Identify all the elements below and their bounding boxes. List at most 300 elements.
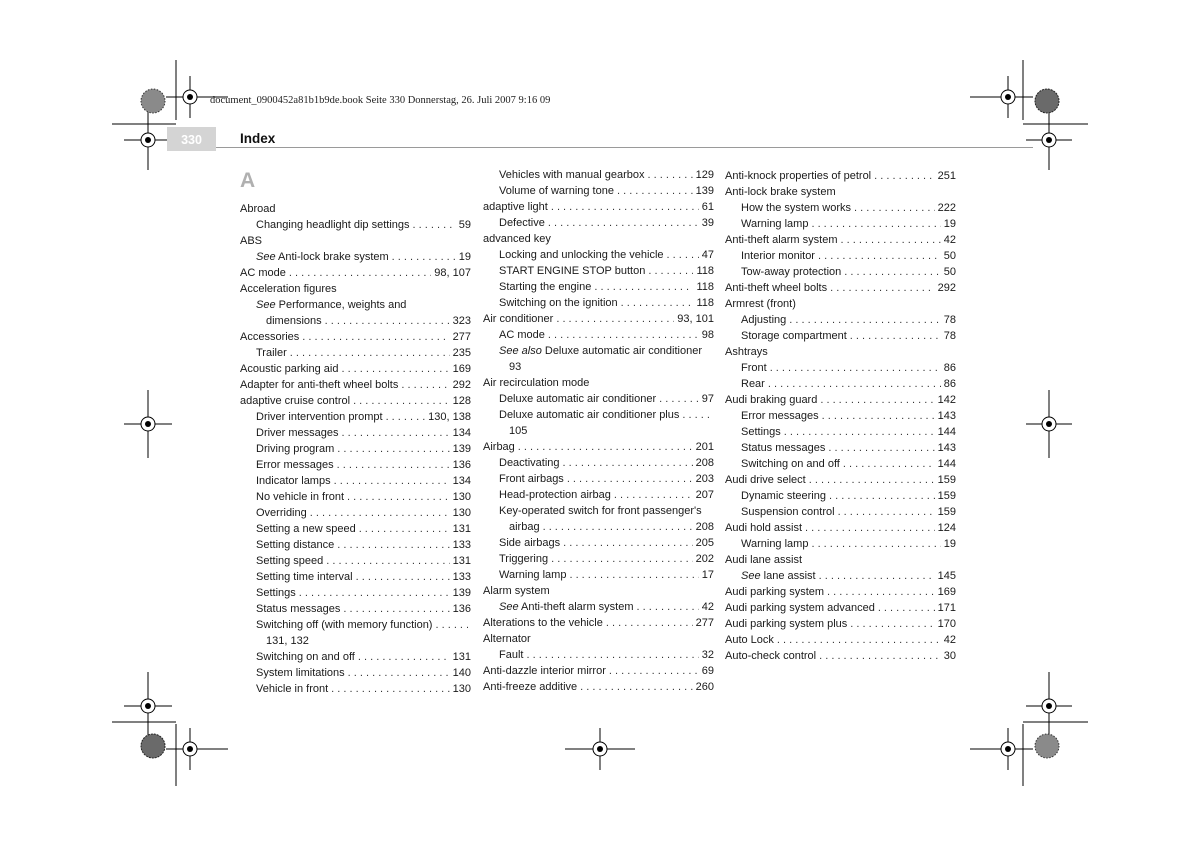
leader-dots	[822, 409, 935, 424]
page-reference: 93, 101	[677, 313, 714, 325]
page-reference: 19	[943, 218, 956, 230]
leader-dots	[811, 217, 940, 232]
index-entry	[240, 282, 471, 297]
entry-term: Changing headlight dip settings	[256, 219, 410, 231]
index-entry	[725, 473, 956, 488]
leader-dots	[850, 617, 934, 632]
page-reference: 130	[452, 491, 471, 503]
leader-dots	[854, 201, 935, 216]
leader-dots	[563, 456, 693, 471]
entry-term: Anti-lock brake system	[275, 251, 389, 263]
entry-term: advanced key	[483, 233, 551, 245]
index-entry	[725, 185, 956, 200]
index-subentry	[240, 426, 471, 441]
page-reference: 130, 138	[428, 411, 471, 423]
entry-term: Adjusting	[741, 314, 787, 326]
page-reference: 131	[452, 555, 471, 567]
leader-dots	[878, 601, 935, 616]
page-reference: 86	[943, 362, 956, 374]
entry-term: Warning lamp	[741, 538, 809, 550]
index-subentry	[725, 489, 956, 504]
index-subentry	[240, 506, 471, 521]
entry-term: Alterations to the vehicle	[483, 617, 603, 629]
entry-continuation: 105	[509, 425, 528, 437]
index-entry	[483, 408, 714, 439]
page-reference: 50	[943, 266, 956, 278]
leader-dots	[302, 330, 449, 345]
leader-dots	[770, 361, 941, 376]
leader-dots	[844, 265, 940, 280]
index-entry	[725, 345, 956, 360]
leader-dots	[580, 680, 692, 695]
entry-term: Starting the engine	[499, 281, 592, 293]
index-subentry	[483, 472, 714, 487]
page-number-tab: 330	[167, 127, 216, 151]
entry-term: Suspension control	[741, 506, 835, 518]
entry-term: System limitations	[256, 667, 345, 679]
leader-dots	[819, 649, 941, 664]
leader-dots	[556, 312, 674, 327]
page-reference: 140	[452, 667, 471, 679]
page-reference: 129	[695, 169, 714, 181]
index-subentry	[725, 329, 956, 344]
entry-term: Accessories	[240, 331, 300, 343]
leader-dots	[567, 472, 693, 487]
leader-dots	[331, 682, 449, 697]
entry-continuation: 93	[509, 361, 522, 373]
entry-term: Anti-dazzle interior mirror	[483, 665, 606, 677]
entry-term: adaptive light	[483, 201, 548, 213]
index-entry	[725, 585, 956, 600]
leader-dots	[594, 280, 693, 295]
entry-term: Audi lane assist	[725, 554, 803, 566]
entry-term: Audi hold assist	[725, 522, 803, 534]
page-reference: 139	[452, 587, 471, 599]
index-entry	[725, 553, 956, 568]
page-reference: 30	[943, 650, 956, 662]
index-entry	[240, 362, 471, 377]
page-reference: 98	[701, 329, 714, 341]
entry-term: Driver intervention prompt	[256, 411, 383, 423]
index-subentry	[725, 505, 956, 520]
page-reference: 169	[937, 586, 956, 598]
index-subentry	[240, 474, 471, 489]
leader-dots	[609, 664, 699, 679]
page-reference: 323	[452, 315, 471, 327]
entry-term: Defective	[499, 217, 545, 229]
index-subentry	[725, 569, 956, 584]
entry-term: Audi parking system advanced	[725, 602, 875, 614]
entry-term: Abroad	[240, 203, 276, 215]
index-entry	[725, 233, 956, 248]
leader-dots	[326, 554, 449, 569]
entry-term: Status messages	[741, 442, 826, 454]
index-subentry	[240, 586, 471, 601]
entry-term: Anti-theft alarm system	[725, 234, 838, 246]
leader-dots	[356, 570, 450, 585]
page-reference: 144	[937, 458, 956, 470]
entry-term: Switching on the ignition	[499, 297, 618, 309]
see-reference: See	[256, 251, 276, 263]
page-reference: 136	[452, 603, 471, 615]
entry-term: Side airbags	[499, 537, 561, 549]
page-reference: 78	[943, 314, 956, 326]
leader-dots	[526, 648, 698, 663]
entry-term: Setting time interval	[256, 571, 353, 583]
page-reference: 32	[701, 649, 714, 661]
page-reference: 292	[452, 379, 471, 391]
index-entries	[240, 202, 471, 697]
page-reference: 169	[452, 363, 471, 375]
entry-term: Storage compartment	[741, 330, 847, 342]
index-subentry	[240, 218, 471, 233]
leader-dots	[353, 394, 450, 409]
index-entry	[725, 617, 956, 632]
index-subentry	[725, 377, 956, 392]
index-entry	[483, 200, 714, 215]
entry-term: Error messages	[741, 410, 819, 422]
leader-dots	[811, 537, 940, 552]
page-reference: 118	[696, 281, 714, 293]
leader-dots	[548, 328, 699, 343]
entry-term: Trailer	[256, 347, 287, 359]
index-entry	[725, 649, 956, 664]
leader-dots	[827, 585, 935, 600]
entry-term: Fault	[499, 649, 524, 661]
index-subentry	[240, 650, 471, 665]
index-column-3	[725, 168, 956, 665]
index-subentry	[725, 249, 956, 264]
entry-term: Warning lamp	[741, 218, 809, 230]
page-reference: 47	[701, 249, 714, 261]
entry-term: Switching on and off	[256, 651, 355, 663]
index-entry	[240, 394, 471, 409]
leader-dots	[843, 457, 935, 472]
index-column-1	[240, 168, 471, 698]
entry-term: Overriding	[256, 507, 307, 519]
page-reference: 208	[695, 457, 714, 469]
entry-term: Error messages	[256, 459, 334, 471]
index-entry	[240, 202, 471, 217]
entry-term: Audi braking guard	[725, 394, 818, 406]
entry-term: Dynamic steering	[741, 490, 826, 502]
index-entry	[483, 440, 714, 455]
index-subentry	[483, 248, 714, 263]
entry-term: No vehicle in front	[256, 491, 345, 503]
entry-term: Setting distance	[256, 539, 335, 551]
entry-term: Deluxe automatic air conditioner	[541, 345, 703, 357]
entry-term: Ashtrays	[725, 346, 768, 358]
index-subentry	[483, 184, 714, 199]
leader-dots	[682, 408, 711, 423]
index-subentry	[483, 536, 714, 551]
print-slug-line: document_0900452a81b1b9de.book Seite 330 Donnerstag, 26. Juli 2007 9:16 09	[210, 95, 551, 106]
leader-dots	[648, 168, 693, 183]
page-reference: 159	[937, 490, 956, 502]
index-entry	[483, 616, 714, 631]
index-subentry	[483, 456, 714, 471]
page-reference: 118	[696, 297, 714, 309]
index-subentry	[483, 392, 714, 407]
entry-term: How the system works	[741, 202, 852, 214]
index-entries	[483, 168, 714, 695]
entry-term: Deluxe automatic air conditioner plus	[499, 409, 680, 421]
leader-dots	[518, 440, 693, 455]
index-entry	[725, 393, 956, 408]
index-subentry	[240, 570, 471, 585]
entry-term: Rear	[741, 378, 765, 390]
page-title: Index	[240, 131, 276, 146]
entry-term: Warning lamp	[499, 569, 567, 581]
entry-term: lane assist	[760, 570, 816, 582]
see-reference: See	[499, 601, 519, 613]
index-entry	[483, 664, 714, 679]
leader-dots	[359, 522, 450, 537]
page-reference: 277	[695, 617, 714, 629]
page-reference: 78	[943, 330, 956, 342]
page-reference: 159	[937, 506, 956, 518]
leader-dots	[299, 586, 450, 601]
entry-term: Anti-knock properties of petrol	[725, 170, 872, 182]
leader-dots	[830, 281, 935, 296]
entry-continuation: airbag	[509, 521, 540, 533]
entry-term: Acoustic parking aid	[240, 363, 339, 375]
entry-term: Alternator	[483, 633, 531, 645]
index-subentry	[483, 216, 714, 231]
entry-term: Setting a new speed	[256, 523, 356, 535]
index-subentry	[725, 217, 956, 232]
entry-term: Auto-check control	[725, 650, 817, 662]
index-subentry	[483, 552, 714, 567]
page-reference: 19	[943, 538, 956, 550]
leader-dots	[289, 266, 431, 281]
page-reference: 170	[937, 618, 956, 630]
index-subentry	[240, 346, 471, 361]
index-subentry	[725, 409, 956, 424]
leader-dots	[342, 426, 450, 441]
index-subentry	[483, 280, 714, 295]
leader-dots	[392, 250, 456, 265]
entry-term: Audi drive select	[725, 474, 806, 486]
entry-term: Status messages	[256, 603, 341, 615]
index-subentry	[483, 488, 714, 503]
page-reference: 277	[452, 331, 471, 343]
entry-term: Vehicle in front	[256, 683, 329, 695]
leader-dots	[809, 473, 935, 488]
index-subentry	[240, 410, 471, 425]
leader-dots	[551, 552, 693, 567]
leader-dots	[548, 216, 699, 231]
leader-dots	[401, 378, 449, 393]
page-reference: 136	[452, 459, 471, 471]
entry-term: Settings	[741, 426, 781, 438]
index-entry	[725, 601, 956, 616]
page-reference: 69	[701, 665, 714, 677]
entry-term: Driver messages	[256, 427, 339, 439]
leader-dots	[818, 249, 941, 264]
entry-term: Anti-theft wheel bolts	[725, 282, 828, 294]
leader-dots	[563, 536, 692, 551]
entry-term: Switching on and off	[741, 458, 840, 470]
entry-term: Audi parking system	[725, 586, 825, 598]
page-reference: 118	[696, 265, 714, 277]
leader-dots	[606, 616, 693, 631]
leader-dots	[569, 568, 698, 583]
page-reference: 42	[943, 634, 956, 646]
index-subentry	[240, 602, 471, 617]
leader-dots	[386, 410, 426, 425]
leader-dots	[659, 392, 699, 407]
page-reference: 251	[937, 170, 956, 182]
index-subentry	[240, 250, 471, 265]
index-subentry	[725, 265, 956, 280]
entry-term: Audi parking system plus	[725, 618, 848, 630]
index-entry	[483, 680, 714, 695]
leader-dots	[829, 489, 935, 504]
entry-term: AC mode	[240, 267, 286, 279]
entry-term: Performance, weights and	[275, 299, 407, 311]
leader-dots	[777, 633, 941, 648]
index-entry	[240, 266, 471, 281]
page-reference: 131	[452, 651, 471, 663]
page-reference: 292	[937, 282, 956, 294]
entry-term: Vehicles with manual gearbox	[499, 169, 645, 181]
index-subentry	[240, 442, 471, 457]
leader-dots	[828, 441, 934, 456]
page-reference: 130	[452, 683, 471, 695]
entry-term: Auto Lock	[725, 634, 774, 646]
entry-term: Air conditioner	[483, 313, 554, 325]
leader-dots	[840, 233, 940, 248]
index-subentry	[483, 296, 714, 311]
index-subentry	[725, 313, 956, 328]
index-entry	[240, 618, 471, 649]
leader-dots	[637, 600, 699, 615]
index-entry	[240, 234, 471, 249]
entry-term: Interior monitor	[741, 250, 815, 262]
entry-term: Anti-theft alarm system	[518, 601, 634, 613]
entry-term: Adapter for anti-theft wheel bolts	[240, 379, 399, 391]
entry-term: Setting speed	[256, 555, 324, 567]
entry-term: Deactivating	[499, 457, 560, 469]
entry-term: Armrest (front)	[725, 298, 796, 310]
index-subentry	[240, 666, 471, 681]
entry-term: Alarm system	[483, 585, 550, 597]
page-reference: 159	[937, 474, 956, 486]
index-subentry	[240, 522, 471, 537]
entry-term: Indicator lamps	[256, 475, 331, 487]
entry-term: Anti-lock brake system	[725, 186, 836, 198]
leader-dots	[850, 329, 941, 344]
leader-dots	[310, 506, 450, 521]
index-entry	[483, 504, 714, 535]
index-entry	[483, 232, 714, 247]
page-reference: 222	[937, 202, 956, 214]
leader-dots	[334, 474, 450, 489]
leader-dots	[358, 650, 450, 665]
page-reference: 134	[452, 427, 471, 439]
entry-term: adaptive cruise control	[240, 395, 351, 407]
entry-term: START ENGINE STOP button	[499, 265, 646, 277]
page-reference: 50	[943, 250, 956, 262]
index-entry	[483, 584, 714, 599]
index-subentry	[483, 648, 714, 663]
index-subentry	[725, 201, 956, 216]
leader-dots	[820, 393, 934, 408]
leader-dots	[617, 184, 693, 199]
page-reference: 17	[701, 569, 714, 581]
index-entry	[725, 633, 956, 648]
entry-term: Anti-freeze additive	[483, 681, 578, 693]
index-entry	[483, 312, 714, 327]
entry-term: Locking and unlocking the vehicle	[499, 249, 664, 261]
page-reference: 203	[695, 473, 714, 485]
leader-dots	[435, 618, 468, 633]
index-subentry	[483, 600, 714, 615]
index-subentry	[240, 538, 471, 553]
leader-dots	[819, 569, 935, 584]
entry-term: Front airbags	[499, 473, 564, 485]
page-reference: 133	[452, 571, 471, 583]
index-subentry	[240, 554, 471, 569]
entry-term: Deluxe automatic air conditioner	[499, 393, 657, 405]
index-entry	[725, 521, 956, 536]
page-reference: 205	[695, 537, 714, 549]
page-reference: 124	[937, 522, 956, 534]
entry-term: Air recirculation mode	[483, 377, 590, 389]
page-reference: 202	[695, 553, 714, 565]
leader-dots	[290, 346, 450, 361]
leader-dots	[874, 169, 935, 184]
page-reference: 131	[452, 523, 471, 535]
entry-term: Driving program	[256, 443, 335, 455]
page-reference: 98, 107	[434, 267, 471, 279]
page-reference: 97	[701, 393, 714, 405]
leader-dots	[543, 520, 693, 535]
page-reference: 145	[937, 570, 956, 582]
page-reference: 143	[937, 410, 956, 422]
leader-dots	[648, 264, 693, 279]
index-entry	[483, 632, 714, 647]
leader-dots	[341, 362, 449, 377]
page-reference: 201	[695, 441, 714, 453]
entry-term: Triggering	[499, 553, 549, 565]
see-reference: See	[741, 570, 761, 582]
index-entry	[725, 169, 956, 184]
page-reference: 134	[452, 475, 471, 487]
leader-dots	[551, 200, 699, 215]
leader-dots	[789, 313, 940, 328]
leader-dots	[343, 602, 449, 617]
index-subentry	[725, 537, 956, 552]
leader-dots	[614, 488, 693, 503]
entry-term: Airbag	[483, 441, 515, 453]
index-entry	[483, 344, 714, 375]
page-reference: 42	[701, 601, 714, 613]
leader-dots	[413, 218, 456, 233]
page-reference: 39	[701, 217, 714, 229]
leader-dots	[337, 458, 450, 473]
page-reference: 86	[943, 378, 956, 390]
page-reference: 260	[695, 681, 714, 693]
index-subentry	[725, 425, 956, 440]
page-reference: 130	[452, 507, 471, 519]
index-subentry	[483, 264, 714, 279]
entry-term: ABS	[240, 235, 263, 247]
leader-dots	[621, 296, 694, 311]
page-reference: 143	[937, 442, 956, 454]
see-reference: See	[256, 299, 276, 311]
